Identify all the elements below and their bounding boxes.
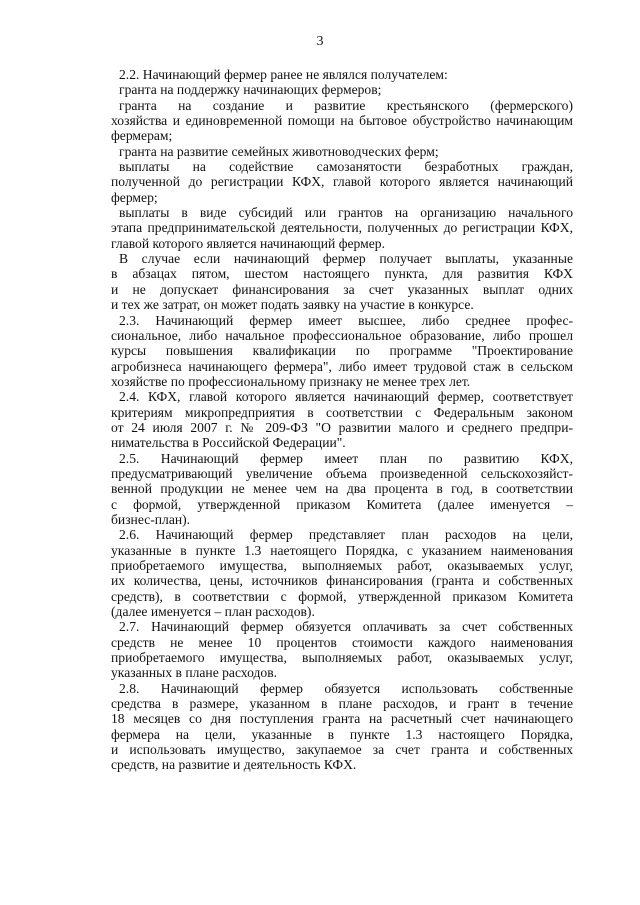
text-line: фермера на цели, указанные в пункте 1.3 настоящего Порядка, bbox=[111, 726, 573, 742]
text-line: главой которого является начинающий фермер. bbox=[111, 235, 385, 251]
text-line: 2.3. Начинающий фермер имеет высшее, либо среднее профес- bbox=[119, 312, 573, 328]
text-line: (далее именуется – план расходов). bbox=[111, 604, 315, 620]
text-line: указанных в плане расходов. bbox=[111, 665, 278, 681]
text-line: 2.8. Начинающий фермер обязуется использовать собственные bbox=[119, 680, 573, 696]
paragraph-p2-8 bbox=[111, 681, 573, 773]
text-line: гранта на создание и развитие крестьянского (фермерского) bbox=[119, 97, 573, 113]
text-line: курсы повышения квалификации по программе "Проектирование bbox=[111, 343, 573, 359]
paragraph-p2-2-e bbox=[111, 205, 573, 251]
text-line: агробизнеса начинающего фермера", либо имеет трудовой стаж в сельском bbox=[111, 358, 573, 374]
text-line: 2.6. Начинающий фермер представляет план расходов на цели, bbox=[119, 527, 573, 543]
paragraph-p2-2-f bbox=[111, 251, 573, 312]
text-line: 18 месяцев со дня поступления гранта на расчетный счет начинающего bbox=[111, 711, 573, 727]
paragraph-p2-2-a bbox=[111, 82, 573, 97]
text-line: фермер; bbox=[111, 189, 158, 205]
text-line: бизнес-план). bbox=[111, 511, 191, 527]
text-line: предусматривающий увеличение объема произведенной сельскохозяйст- bbox=[111, 465, 573, 481]
text-line: нимательства в Российской Федерации". bbox=[111, 435, 346, 451]
text-line: выплаты в виде субсидий или грантов на организацию начального bbox=[119, 205, 573, 221]
paragraph-p2-4 bbox=[111, 389, 573, 450]
text-line: 2.2. Начинающий фермер ранее не являлся получателем: bbox=[119, 67, 448, 82]
paragraph-p2-2-d bbox=[111, 159, 573, 205]
paragraph-p2-2-b bbox=[111, 98, 573, 144]
text-line: 2.5. Начинающий фермер имеет план по развитию КФХ, bbox=[119, 450, 573, 466]
text-line: от 24 июля 2007 г. № 209-ФЗ "О развитии малого и среднего предпри- bbox=[111, 419, 573, 435]
text-line: полученной до регистрации КФХ, главой которого является начинающий bbox=[111, 174, 573, 190]
text-line: выплаты на содействие самозанятости безработных граждан, bbox=[119, 159, 573, 175]
text-line: приобретаемого имущества, выполняемых работ, оказываемых услуг, bbox=[111, 650, 573, 666]
text-line: и не допускает финансирования за счет указанных выплат одних bbox=[111, 281, 573, 297]
text-line: в абзацах пятом, шестом настоящего пункта, для развития КФХ bbox=[111, 266, 573, 282]
text-line: и тех же затрат, он может подать заявку на участие в конкурсе. bbox=[111, 297, 474, 313]
text-line: В случае если начинающий фермер получает выплаты, указанные bbox=[119, 251, 573, 267]
text-line: гранта на поддержку начинающих фермеров; bbox=[119, 82, 382, 98]
text-line: критериям микропредприятия в соответствии с Федеральным законом bbox=[111, 404, 573, 420]
text-line: средства в размере, указанном в плане расходов, и грант в течение bbox=[111, 696, 573, 712]
text-line: хозяйства и единовременной помощи на бытовое обустройство начинающим bbox=[111, 113, 573, 129]
document-body bbox=[111, 67, 573, 773]
paragraph-p2-2-c bbox=[111, 144, 573, 159]
paragraph-p2-7 bbox=[111, 619, 573, 680]
paragraph-p2-6 bbox=[111, 527, 573, 619]
text-line: гранта на развитие семейных животноводческих ферм; bbox=[119, 143, 439, 159]
text-line: с формой, утвержденной приказом Комитета (далее именуется – bbox=[111, 496, 573, 512]
page-number: 3 bbox=[316, 34, 324, 49]
text-line: фермерам; bbox=[111, 128, 173, 144]
text-line: 2.4. КФХ, главой которого является начинающий фермер, соответствует bbox=[119, 389, 573, 405]
text-line: указанные в пункте 1.3 наетоящего Порядка, с указанием наименования bbox=[111, 542, 573, 558]
text-line: 2.7. Начинающий фермер обязуется оплачивать за счет собственных bbox=[119, 619, 573, 635]
text-line: приобретаемого имущества, выполняемых работ, оказываемых услуг, bbox=[111, 558, 573, 573]
text-line: и использовать имущество, закупаемое за счет гранта и собственных bbox=[111, 742, 573, 758]
text-line: хозяйстве по профессиональному признаку не менее трех лет. bbox=[111, 373, 471, 389]
paragraph-p2-3 bbox=[111, 313, 573, 390]
text-line: их количества, цены, источников финансирования (гранта и собственных bbox=[111, 573, 573, 589]
paragraph-p2-5 bbox=[111, 451, 573, 528]
text-line: сиональное, либо начальное профессиональное образование, либо прошел bbox=[111, 327, 573, 343]
text-line: венной продукции не менее чем на два процента в год, в соответствии bbox=[111, 481, 573, 497]
text-line: средств, на развитие и деятельность КФХ. bbox=[111, 757, 357, 773]
text-line: этапа предпринимательской деятельности, полученных до регистрации КФХ, bbox=[111, 220, 573, 236]
text-line: средств не менее 10 процентов стоимости каждого наименования bbox=[111, 634, 573, 650]
paragraph-p2-2 bbox=[111, 67, 573, 82]
text-line: средств), в соответствии с формой, утвержденной приказом Комитета bbox=[111, 588, 573, 604]
